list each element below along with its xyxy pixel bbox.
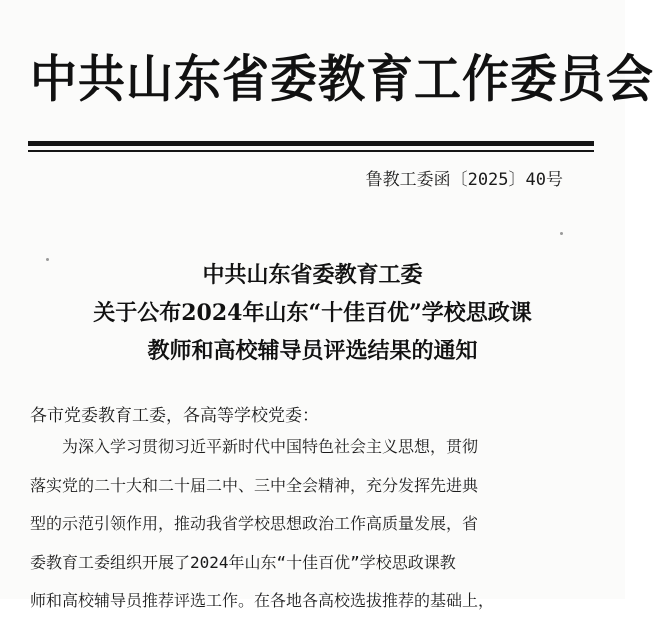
notice-title-line: 教师和高校辅导员评选结果的通知 — [147, 338, 478, 364]
body-line: 落实党的二十大和二十届二中、三中全会精神，充分发挥先进典 — [30, 475, 479, 495]
notice-title-line: 中共山东省委教育工委 — [202, 262, 423, 288]
body-line: 为深入学习贯彻习近平新时代中国特色社会主义思想，贯彻 — [30, 437, 479, 456]
letterhead-rule-thin — [28, 150, 594, 152]
notice-title — [0, 256, 625, 370]
letterhead-org-name: 中共山东省委教育工作委员会 — [30, 49, 654, 110]
letterhead-rule-thick — [28, 141, 594, 146]
notice-title-line: 关于公布2024年山东“十佳百优”学校思政课 — [93, 300, 532, 326]
body-line: 师和高校辅导员推荐评选工作。在各地各高校选拔推荐的基础上， — [30, 591, 495, 610]
body-line: 型的示范引领作用，推动我省学校思想政治工作高质量发展，省 — [30, 514, 479, 533]
document-number: 鲁教工委函〔2025〕40号 — [365, 170, 563, 190]
scan-speck — [560, 232, 563, 235]
notice-salutation: 各市党委教育工委，各高等学校党委： — [30, 406, 319, 426]
notice-body — [30, 428, 610, 621]
body-line: 委教育工委组织开展了2024年山东“十佳百优”学校思政课教 — [30, 552, 456, 572]
